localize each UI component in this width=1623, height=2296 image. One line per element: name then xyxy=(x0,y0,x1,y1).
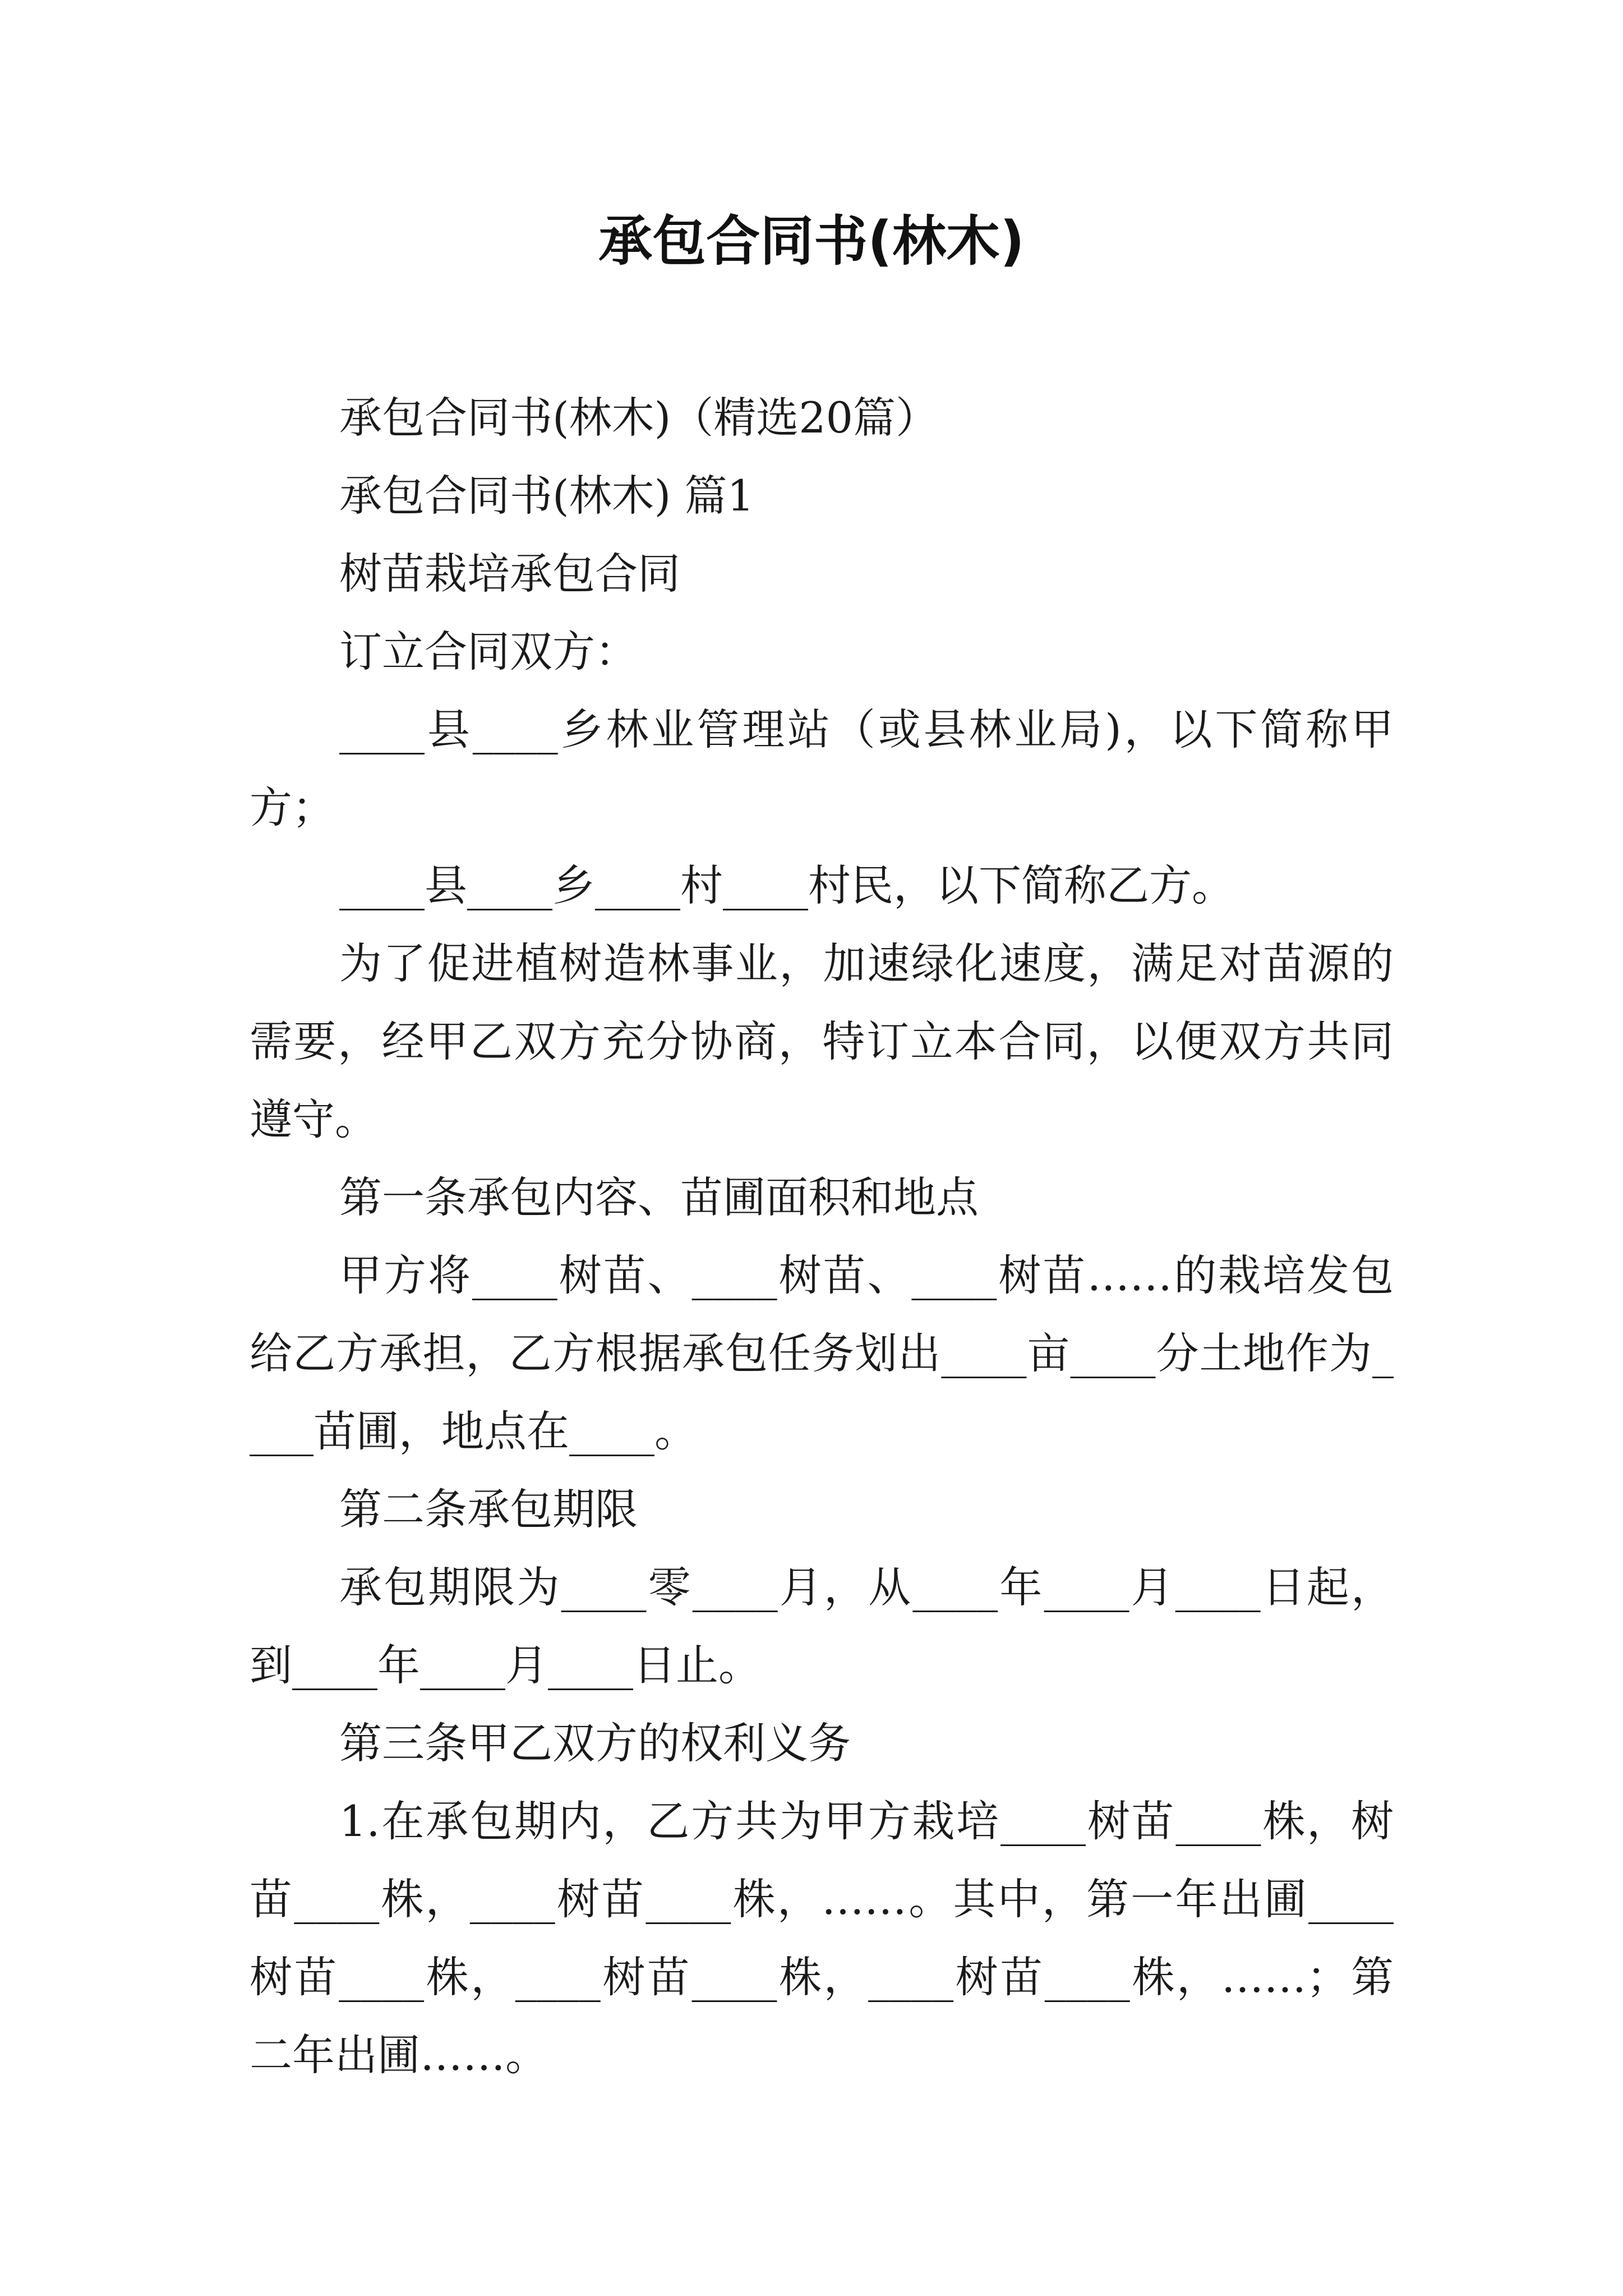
article-1-body: 甲方将____树苗、____树苗、____树苗……的栽培发包给乙方承担，乙方根据承包任务划出____亩____分土地作为____苗圃，地点在____。 xyxy=(250,1250,1394,1456)
preamble: 为了促进植树造林事业，加速绿化速度，满足对苗源的需要，经甲乙双方充分协商，特订立本合同，以便双方共同遵守。 xyxy=(250,938,1394,1144)
party-a: ____县____乡林业管理站（或县林业局)，以下简称甲方； xyxy=(250,705,1394,832)
parties-heading: 订立合同双方： xyxy=(339,627,638,677)
subtitle-selection: 承包合同书(林木)（精选20篇） xyxy=(339,393,939,443)
article-2-body: 承包期限为____零____月，从____年____月____日起，到____年____月____日止。 xyxy=(250,1562,1394,1690)
document-title: 承包合同书(林木) xyxy=(598,210,1025,273)
article-3-heading: 第三条甲乙双方的权利义务 xyxy=(339,1718,851,1768)
article-1-heading: 第一条承包内容、苗圃面积和地点 xyxy=(339,1172,979,1222)
contract-name: 树苗栽培承包合同 xyxy=(339,549,680,599)
article-3-item-1: 1.在承包期内，乙方共为甲方栽培____树苗____株，树苗____株，____树苗____株，……。其中，第一年出圃____树苗____株，____树苗____株，____树苗____株，……；第二年出圃……。 xyxy=(250,1796,1394,2080)
document-body xyxy=(250,379,1394,2094)
party-b: ____县____乡____村____村民，以下简称乙方。 xyxy=(339,861,1234,910)
article-2-heading: 第二条承包期限 xyxy=(339,1484,638,1534)
section-heading-part1: 承包合同书(林木) 篇1 xyxy=(339,471,754,521)
